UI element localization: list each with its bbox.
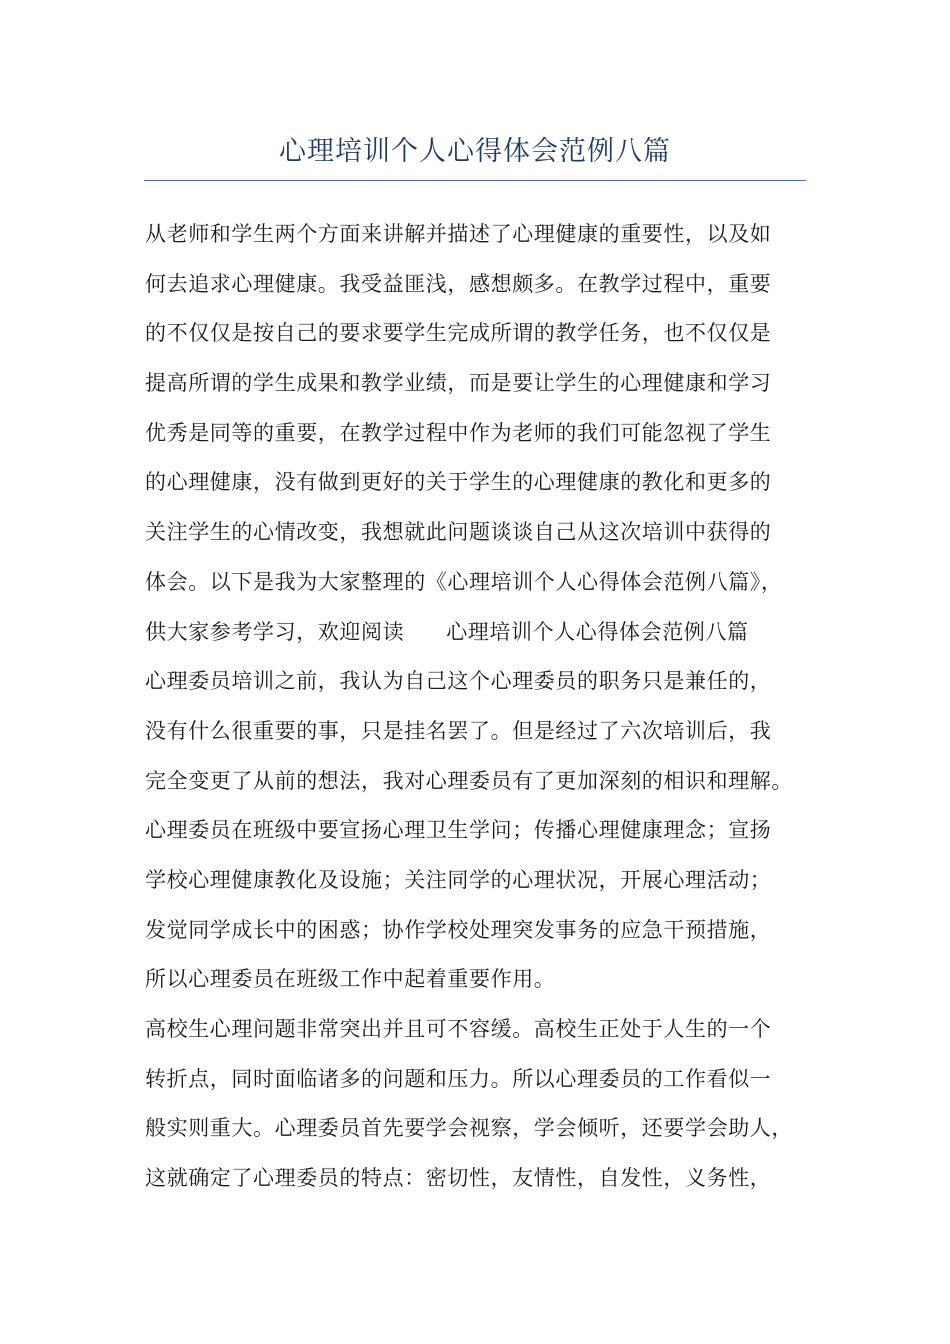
text-line: 心理委员在班级中要宣扬心理卫生学问；传播心理健康理念；宣扬 [145,818,772,843]
text-segment: 供大家参考学习，欢迎阅读 [145,619,405,644]
text-line: 从老师和学生两个方面来讲解并描述了心理健康的重要性，以及如 [145,222,772,246]
text-line: 关注学生的心情改变，我想就此问题谈谈自己从这次培训中获得的 [145,520,772,545]
text-line: 心理委员培训之前，我认为自己这个心理委员的职务只是兼任的， [145,669,772,694]
text-line: 完全变更了从前的想法，我对心理委员有了更加深刻的相识和理解。 [145,768,793,793]
text-line: 提高所谓的学生成果和教学业绩，而是要让学生的心理健康和学习 [145,371,772,396]
text-line: 的不仅仅是按自己的要求要学生完成所谓的教学任务，也不仅仅是 [145,321,772,346]
text-line: 的心理健康，没有做到更好的关于学生的心理健康的教化和更多的 [145,470,772,495]
inline-heading: 心理培训个人心得体会范例八篇 [446,619,749,644]
title-underline [144,180,806,181]
text-line: 体会。以下是我为大家整理的《心理培训个人心得体会范例八篇》， [145,569,783,594]
text-line-with-heading [145,608,825,658]
document-title: 心理培训个人心得体会范例八篇 [279,136,671,167]
text-line: 优秀是同等的重要，在教学过程中作为老师的我们可能忽视了学生 [145,420,772,445]
text-line: 所以心理委员在班级工作中起着重要作用。 [145,967,556,992]
document-body [145,210,825,1204]
text-line: 这就确定了心理委员的特点：密切性，友情性，自发性，义务性， [145,1166,772,1191]
text-line: 没有什么很重要的事，只是挂名罢了。但是经过了六次培训后，我 [145,718,772,743]
text-line: 学校心理健康教化及设施；关注同学的心理状况，开展心理活动； [145,867,772,892]
text-line: 高校生心理问题非常突出并且可不容缓。高校生正处于人生的一个 [145,1017,772,1041]
text-line: 转折点，同时面临诸多的问题和压力。所以心理委员的工作看似一 [145,1066,772,1091]
text-line: 发觉同学成长中的困惑；协作学校处理突发事务的应急干预措施， [145,917,772,942]
text-line: 何去追求心理健康。我受益匪浅，感想颇多。在教学过程中，重要 [145,271,772,296]
text-line: 般实则重大。心理委员首先要学会视察，学会倾听，还要学会助人， [145,1116,793,1141]
